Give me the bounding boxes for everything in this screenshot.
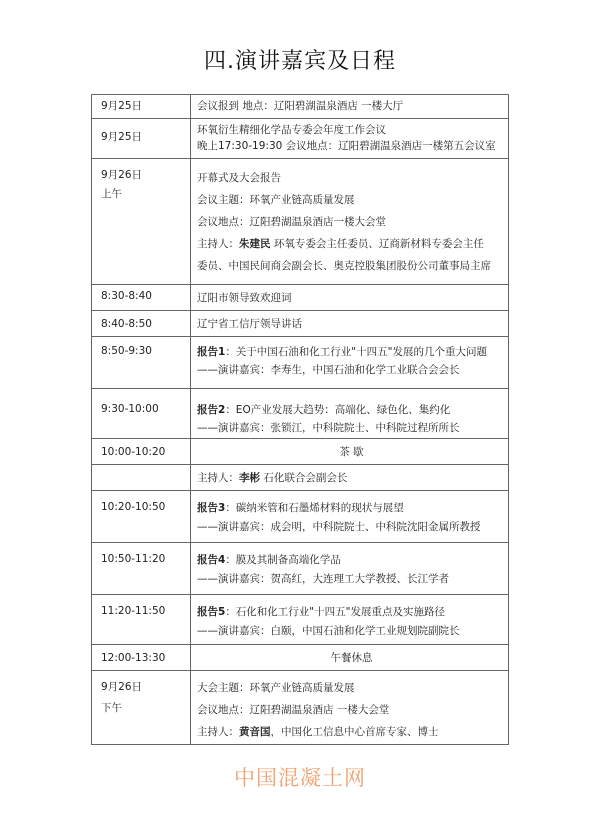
table-row	[92, 671, 509, 745]
content-cell: 报告1：关于中国石油和化工行业"十四五"发展的几个重大问题 ——演讲嘉宾：李寿生，中国石油和化学工业联合会会长	[191, 337, 509, 389]
table-row	[92, 285, 509, 311]
content-cell: 会议报到 地点：辽阳碧湖温泉酒店 一楼大厅	[191, 95, 509, 119]
content-cell: 辽阳市领导致欢迎词	[191, 285, 509, 311]
table-row	[92, 337, 509, 389]
content-cell: 午餐休息	[191, 645, 509, 671]
time-cell: 8:40-8:50	[92, 311, 191, 337]
host-line: 主持人：朱建民 环氧专委会主任委员、辽商新材料专委会主任	[197, 238, 484, 250]
time-cell: 10:50-11:20	[92, 543, 191, 595]
content-cell: 开幕式及大会报告 会议主题：环氧产业链高质量发展 会议地点：辽阳碧湖温泉酒店一楼大会堂 主持人：朱建民 环氧专委会主任委员、辽商新材料专委会主任 委员、中国民间商会副会长、奥克控股集团股份公司董事局主席	[191, 159, 509, 285]
table-row	[92, 439, 509, 465]
time-cell: 9月26日 下午	[92, 671, 191, 745]
table-row	[92, 159, 509, 285]
content-cell: 报告5：石化和化工行业"十四五"发展重点及实施路径 ——演讲嘉宾：白颐，中国石油和化学工业规划院副院长	[191, 595, 509, 645]
time-cell: 9:30-10:00	[92, 389, 191, 439]
table-row	[92, 389, 509, 439]
schedule-table	[91, 94, 509, 745]
content-cell: 环氧衍生精细化学品专委会年度工作会议 晚上17:30-19:30 会议地点：辽阳碧湖温泉酒店一楼第五会议室	[191, 119, 509, 159]
table-row	[92, 119, 509, 159]
table-row	[92, 645, 509, 671]
content-cell: 报告4：膜及其制备高端化学品 ——演讲嘉宾：贺高红，大连理工大学教授、长江学者	[191, 543, 509, 595]
time-cell: 8:50-9:30	[92, 337, 191, 389]
time-cell	[92, 465, 191, 491]
table-row	[92, 491, 509, 543]
time-cell: 9月25日	[92, 95, 191, 119]
content-cell: 报告3：碳纳米管和石墨烯材料的现状与展望 ——演讲嘉宾：成会明，中科院院士、中科院沈阳金属所教授	[191, 491, 509, 543]
watermark-text: 中国混凝土网	[234, 766, 366, 790]
page-title: 四.演讲嘉宾及日程	[204, 49, 396, 74]
content-cell: 茶 歇	[191, 439, 509, 465]
content-cell: 大会主题：环氧产业链高质量发展 会议地点：辽阳碧湖温泉酒店 一楼大会堂 主持人：黄音国，中国化工信息中心首席专家、博士	[191, 671, 509, 745]
time-cell: 10:00-10:20	[92, 439, 191, 465]
time-cell: 11:20-11:50	[92, 595, 191, 645]
time-cell: 8:30-8:40	[92, 285, 191, 311]
table-row	[92, 95, 509, 119]
content-cell: 辽宁省工信厅领导讲话	[191, 311, 509, 337]
table-row	[92, 543, 509, 595]
table-row	[92, 595, 509, 645]
content-cell: 报告2：EO产业发展大趋势：高端化、绿色化、集约化 ——演讲嘉宾：张锁江，中科院院士、中科院过程所所长	[191, 389, 509, 439]
content-cell: 主持人：李彬 石化联合会副会长	[191, 465, 509, 491]
time-cell: 12:00-13:30	[92, 645, 191, 671]
table-row	[92, 311, 509, 337]
time-cell: 9月26日 上午	[92, 159, 191, 285]
time-cell: 9月25日	[92, 119, 191, 159]
time-cell: 10:20-10:50	[92, 491, 191, 543]
table-row	[92, 465, 509, 491]
